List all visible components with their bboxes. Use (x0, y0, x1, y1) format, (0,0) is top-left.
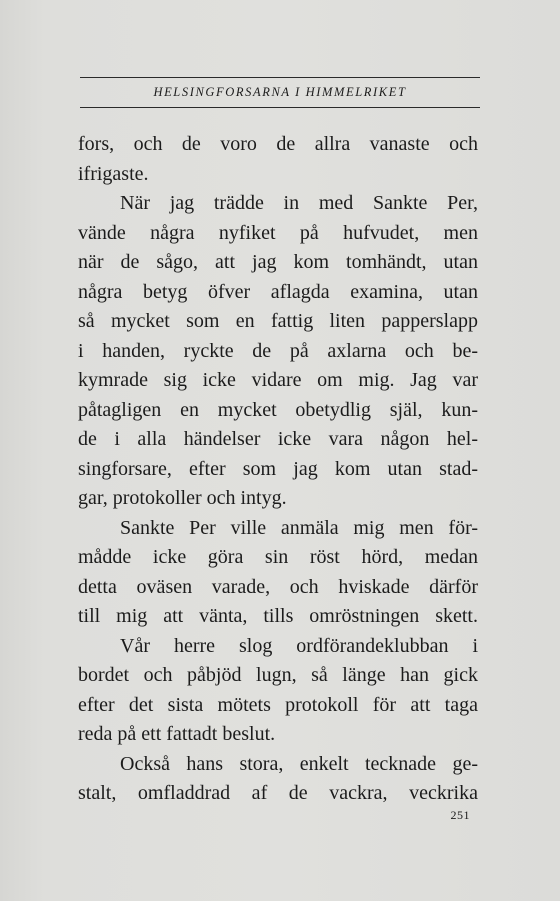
body-text (78, 130, 478, 809)
text-line: några betyg öfver aflagda examina, utan (78, 280, 478, 303)
text-line: reda på ett fattadt beslut. (78, 723, 276, 745)
header-rule-bottom (80, 107, 480, 108)
text-line: de i alla händelser icke vara någon hel- (78, 428, 478, 450)
text-line: påtagligen en mycket obetydlig själ, kun- (78, 398, 478, 421)
text-line: efter det sista mötets protokoll för att taga (78, 693, 478, 716)
header-rule-top (80, 77, 480, 78)
text-line: När jag trädde in med Sankte Per, (120, 192, 478, 214)
text-line: Också hans stora, enkelt tecknade ge- (120, 752, 478, 775)
text-line: vände några nyfiket på hufvudet, men (78, 221, 478, 244)
text-line: så mycket som en fattig liten papperslapp (78, 310, 478, 332)
text-line: Sankte Per ville anmäla mig men för- (120, 516, 478, 539)
text-line: kymrade sig icke vidare om mig. Jag var (78, 369, 478, 391)
text-line: till mig att vänta, tills omröstningen skett. (78, 605, 478, 627)
text-line: singforsare, efter som jag kom utan stad- (78, 457, 478, 480)
text-line: detta oväsen varade, och hviskade därför (78, 575, 478, 598)
text-line: ifrigaste. (78, 162, 149, 185)
text-line: stalt, omfladdrad af de vackra, veckrika (78, 782, 478, 804)
page-number: 251 (450, 808, 470, 822)
text-line: gar, protokoller och intyg. (78, 487, 287, 509)
running-head: HELSINGFORSARNA I HIMMELRIKET (153, 85, 407, 99)
text-line: mådde icke göra sin röst hörd, medan (78, 546, 478, 568)
text-line: i handen, ryckte de på axlarna och be- (78, 339, 478, 362)
text-line: Vår herre slog ordförandeklubban i (120, 634, 478, 657)
text-line: fors, och de voro de allra vanaste och (78, 133, 478, 155)
text-line: bordet och påbjöd lugn, så länge han gick (78, 664, 478, 686)
text-line: när de sågo, att jag kom tomhändt, utan (78, 251, 478, 273)
page-header (80, 74, 480, 110)
